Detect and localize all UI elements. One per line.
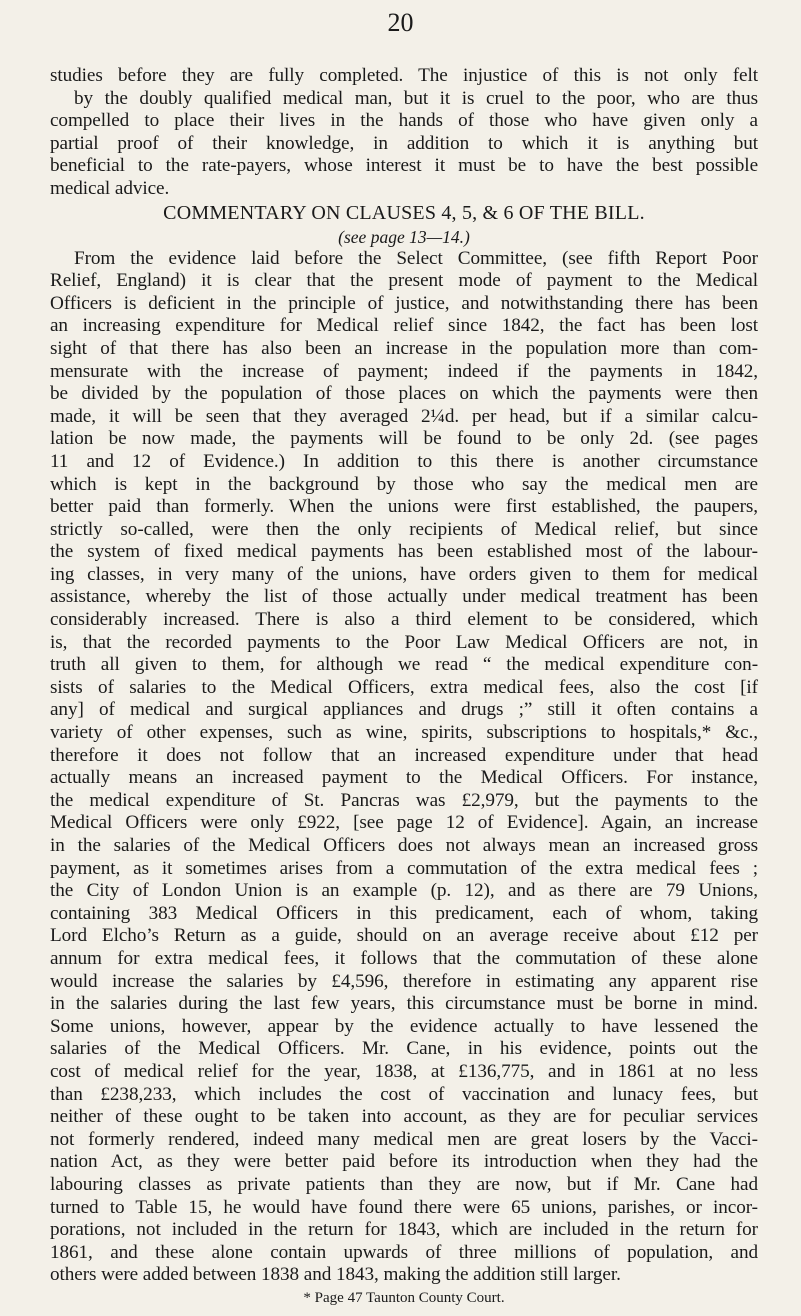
text-line: partial proof of their knowledge, in addition to which it is anything but [50,132,758,154]
text-line: any] of medical and surgical appliances and drugs ;” still it often contains a [50,699,758,721]
text-line: therefore it does not follow that an increased expenditure under that head [50,744,758,766]
text-line: medical advice. [50,177,170,199]
text-line: containing 383 Medical Officers in this predicament, each of whom, taking [50,902,758,924]
text-line: the City of London Union is an example (p. 12), and as there are 79 Unions, [50,880,758,902]
text-line: variety of other expenses, such as wine, spirits, subscriptions to hospitals,* &c., [50,722,758,744]
text-line: Relief, England) it is clear that the present mode of payment to the Medical [50,270,758,292]
text-line: turned to Table 15, he would have found there were 65 unions, parishes, or incor- [50,1196,758,1218]
text-line: mensurate with the increase of payment; indeed if the payments in 1842, [50,360,758,382]
page-number: 20 [387,8,414,37]
text-line: by the doubly qualified medical man, but it is cruel to the poor, who are thus [74,87,758,109]
text-line: annum for extra medical fees, it follows that the commutation of these alone [50,947,758,969]
text-line: in the salaries during the last few years, this circumstance must be borne in mind. [50,993,758,1015]
text-line: is, that the recorded payments to the Poor Law Medical Officers are not, in [50,631,758,653]
text-line: truth all given to them, for although we read “ the medical expenditure con- [50,654,758,676]
text-line: From the evidence laid before the Select Committee, (see fifth Report Poor [74,247,758,269]
text-line: would increase the salaries by £4,596, therefore in estimating any apparent rise [50,970,758,992]
footnote: * Page 47 Taunton County Court. [303,1289,505,1306]
text-line: made, it will be seen that they averaged 2¼d. per head, but if a similar calcu- [50,405,758,427]
text-line: which is kept in the background by those who say the medical men are [50,473,758,495]
text-line: 11 and 12 of Evidence.) In addition to this there is another circumstance [50,450,758,472]
section-subheading: (see page 13—14.) [338,226,470,247]
paragraph-1 [50,65,758,201]
text-line: assistance, whereby the list of those actually under medical treatment has been [50,586,758,608]
body-text [50,65,758,1309]
text-line: Officers is deficient in the principle of justice, and notwithstanding there has been [50,292,758,314]
text-line: neither of these ought to be taken into account, as they are for peculiar services [50,1106,758,1128]
text-line: beneficial to the rate-payers, whose interest it must be to have the best possible [50,155,758,177]
text-line: others were added between 1838 and 1843, making the addition still larger. [50,1264,621,1286]
text-line: than £238,233, which includes the cost of vaccination and lunacy fees, but [50,1083,758,1105]
text-line: Medical Officers were only £922, [see page 12 of Evidence]. Again, an increase [50,812,758,834]
text-line: Lord Elcho’s Return as a guide, should on an average receive about £12 per [50,925,758,947]
paragraph-2 [50,248,758,1287]
text-line: salaries of the Medical Officers. Mr. Cane, in his evidence, points out the [50,1038,758,1060]
text-line: ing classes, in very many of the unions, have orders given to them for medical [50,563,758,585]
text-line: porations, not included in the return for 1843, which are included in the return for [50,1219,758,1241]
section-heading: COMMENTARY ON CLAUSES 4, 5, & 6 OF THE BILL. [163,201,645,224]
text-line: sists of salaries to the Medical Officers, extra medical fees, also the cost [if [50,676,758,698]
text-line: better paid than formerly. When the unions were first established, the paupers, [50,496,758,518]
text-line: be divided by the population of those places on which the payments were then [50,383,758,405]
text-line: strictly so-called, were then the only recipients of Medical relief, but since [50,518,758,540]
text-line: actually means an increased payment to the Medical Officers. For instance, [50,767,758,789]
text-line: in the salaries of the Medical Officers does not always mean an increased gross [50,835,758,856]
text-line: studies before they are fully completed. The injustice of this is not only felt [50,65,758,86]
text-line: considerably increased. There is also a third element to be considered, which [50,609,758,631]
text-line: the system of fixed medical payments has been established most of the labour- [50,541,758,563]
text-line: cost of medical relief for the year, 1838, at £136,775, and in 1861 at no less [50,1060,758,1082]
text-line: 1861, and these alone contain upwards of three millions of population, and [50,1241,758,1263]
text-line: an increasing expenditure for Medical relief since 1842, the fact has been lost [50,315,758,337]
text-line: lation be now made, the payments will be found to be only 2d. (see pages [50,428,758,450]
text-line: compelled to place their lives in the hands of those who have given only a [50,110,758,132]
text-line: payment, as it sometimes arises from a commutation of the extra medical fees ; [50,857,758,879]
text-line: the medical expenditure of St. Pancras was £2,979, but the payments to the [50,789,758,811]
text-line: nation Act, as they were better paid before its introduction when they had the [50,1151,758,1173]
text-line: labouring classes as private patients than they are now, but if Mr. Cane had [50,1173,758,1195]
text-line: Some unions, however, appear by the evidence actually to have lessened the [50,1015,758,1037]
text-line: not formerly rendered, indeed many medical men are great losers by the Vacci- [50,1128,758,1150]
text-line: sight of that there has also been an increase in the population more than com- [50,337,758,359]
